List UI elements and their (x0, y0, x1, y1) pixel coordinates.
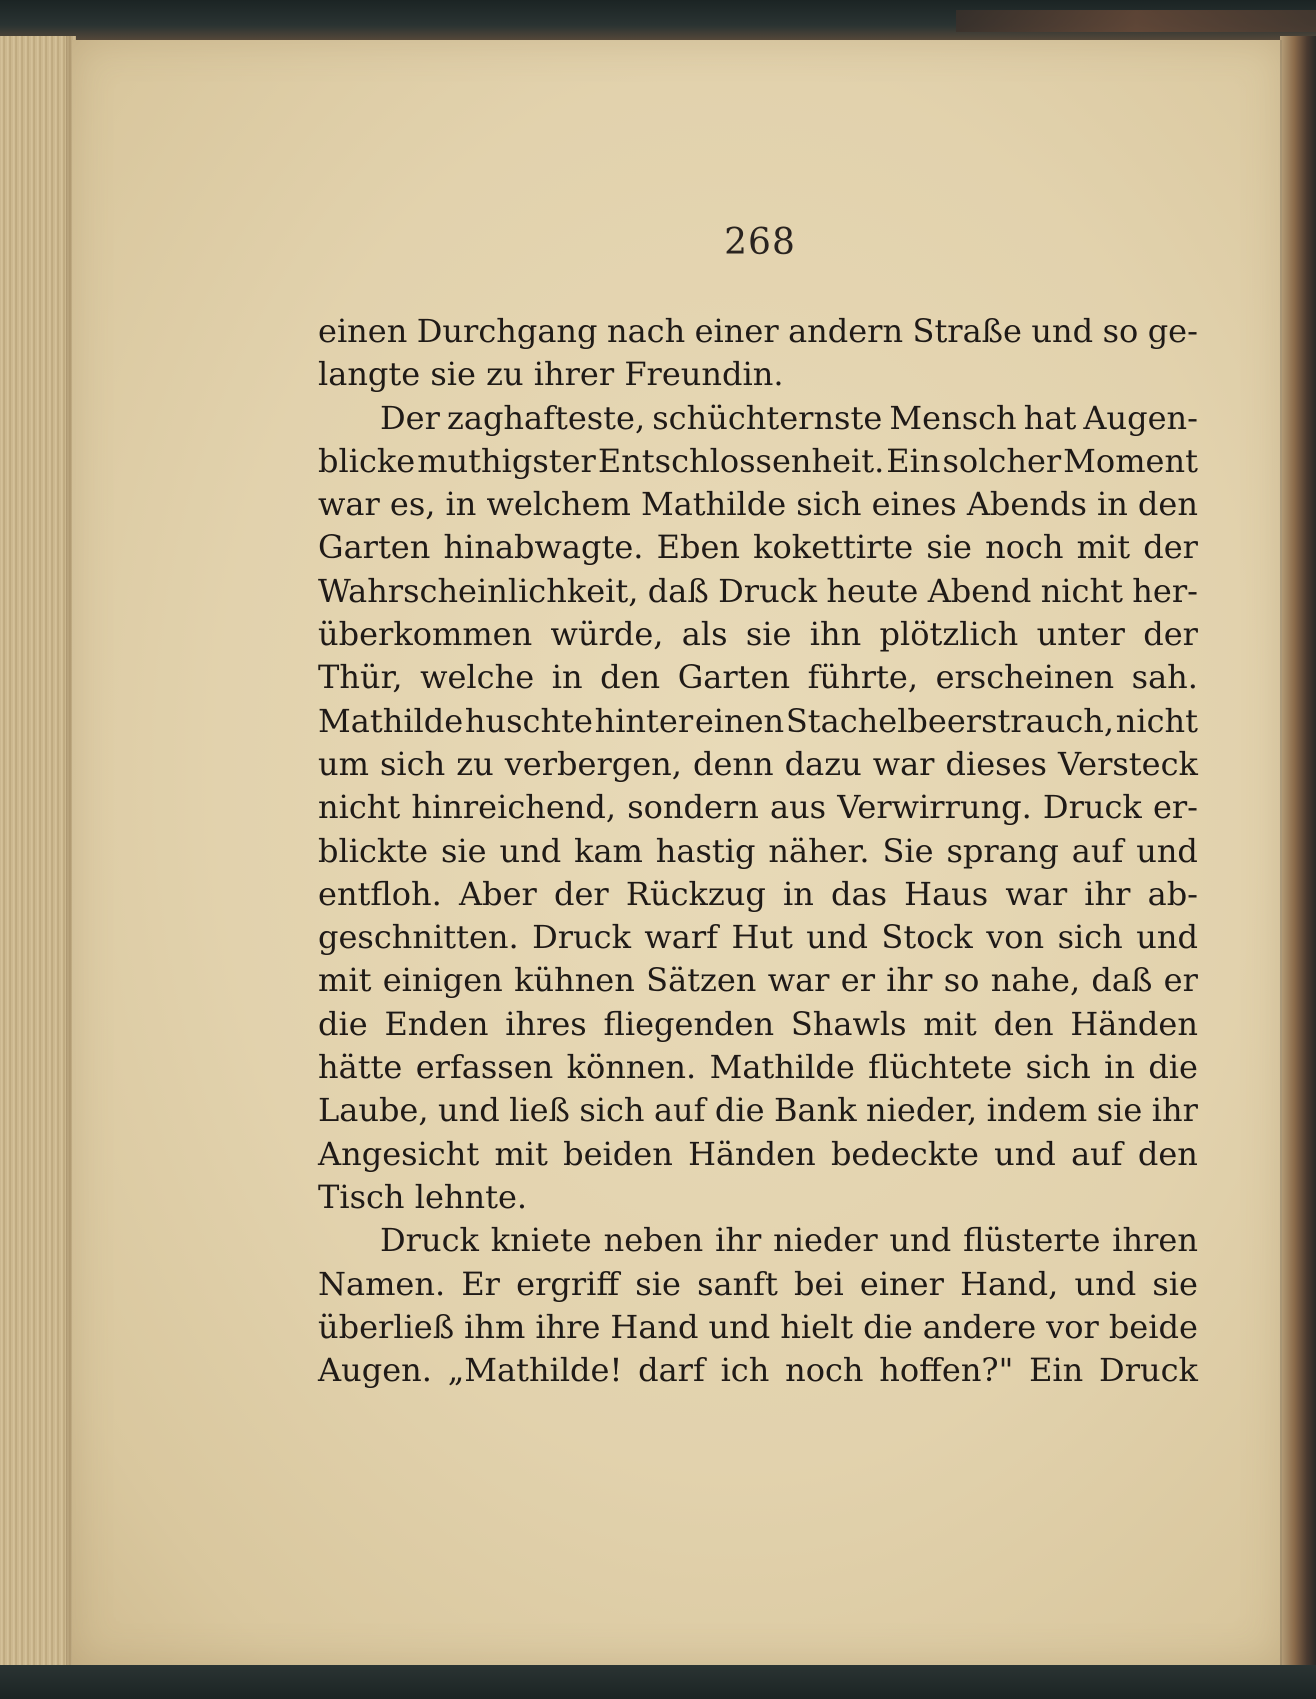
word: sondern (627, 788, 759, 827)
word: war (1005, 874, 1068, 913)
word: hinter (594, 701, 694, 740)
word: Druck (1042, 788, 1142, 827)
text-line-content: langte sie zu ihrer Freundin. (318, 355, 784, 394)
word: huschte (464, 701, 593, 740)
word: der (1143, 528, 1198, 567)
word: die (714, 1091, 765, 1130)
word: geschnitten. (318, 918, 519, 957)
text-line (318, 743, 1198, 786)
word: und (499, 831, 562, 870)
word: sie (1152, 1264, 1198, 1303)
word: Durchgang (416, 312, 598, 350)
word: auf (653, 1091, 706, 1130)
word: erscheinen (935, 658, 1115, 697)
book-cover-edge (1280, 36, 1316, 1666)
word: schüchternste (652, 398, 883, 437)
word: fliegenden (603, 1004, 775, 1043)
word: einer (859, 1264, 944, 1303)
word: der (1143, 615, 1198, 654)
body-text (318, 310, 1198, 1392)
word: kniete (490, 1221, 592, 1260)
word: muthigster (417, 441, 596, 480)
word: daß (1091, 961, 1153, 1000)
word: ihr (1084, 874, 1131, 913)
word: den (1137, 1134, 1198, 1173)
word: als (681, 615, 728, 654)
word: Bank (774, 1091, 857, 1130)
word: in (551, 658, 583, 697)
word: Angesicht (318, 1134, 480, 1173)
text-line (318, 1306, 1198, 1349)
word: war (318, 485, 380, 524)
word: welchem (486, 485, 631, 524)
word: sie (440, 831, 487, 870)
word: Namen. (318, 1264, 446, 1303)
word: und (1031, 312, 1094, 350)
word: beiden (563, 1134, 673, 1173)
word: auf (1071, 831, 1124, 870)
word: so (943, 961, 980, 1000)
word: Händen (1070, 1004, 1198, 1043)
word: Versteck (1057, 744, 1198, 783)
word: Verwirrung. (837, 788, 1032, 827)
text-line (318, 1349, 1198, 1392)
word: um (318, 744, 369, 783)
word: hielt (780, 1307, 854, 1346)
word: blickte (318, 831, 429, 870)
word: Mathilde (318, 701, 464, 740)
word: auf (1071, 1134, 1123, 1173)
word: zu (456, 744, 494, 783)
word: sich (796, 485, 862, 524)
text-line (318, 873, 1198, 916)
word: erfassen (415, 1048, 554, 1087)
word: „Mathilde! (447, 1351, 623, 1390)
text-line (318, 570, 1198, 613)
word: sich (379, 744, 446, 783)
word: einer (694, 312, 779, 350)
word: hinreichend, (411, 788, 617, 827)
word: hinabwagte. (443, 528, 644, 567)
word: Druck (380, 1221, 479, 1260)
word: den (1137, 485, 1198, 524)
word: mit (318, 961, 372, 1000)
word: einen (318, 312, 408, 350)
word: und (1074, 1264, 1137, 1303)
word: Eben (656, 528, 740, 567)
scan-bottom-edge (0, 1665, 1316, 1699)
word: ge- (1147, 312, 1198, 350)
word: Garten (677, 658, 791, 697)
word: es, (389, 485, 436, 524)
word: Straße (912, 312, 1022, 350)
word: warf (644, 918, 719, 957)
word: her- (1132, 571, 1198, 610)
word: in (1096, 485, 1128, 524)
word: ihn (809, 615, 862, 654)
word: ihres (505, 1004, 587, 1043)
word: mit (1076, 528, 1131, 567)
word: sanft (697, 1264, 778, 1303)
word: sich (1057, 918, 1123, 957)
text-line (318, 1046, 1198, 1089)
word: Garten (318, 528, 431, 567)
word: überließ (318, 1307, 455, 1346)
word: nicht (1040, 571, 1123, 610)
word: beide (1108, 1307, 1198, 1346)
word: mit (923, 1004, 977, 1043)
word: überkommen (318, 615, 533, 654)
word: Druck (1099, 1351, 1198, 1390)
word: blicke (318, 441, 416, 480)
word: sah. (1131, 658, 1198, 697)
word: und (806, 918, 868, 957)
word: zaghafteste, (447, 398, 646, 437)
scan-top-edge (0, 0, 1316, 42)
word: flüchtete (868, 1048, 1013, 1087)
word: hoffen?" (879, 1351, 1014, 1390)
word: ihm (464, 1307, 526, 1346)
text-line (318, 786, 1198, 829)
word: Stachelbeerstrauch, (785, 701, 1115, 740)
word: und (708, 1307, 771, 1346)
word: Der (380, 398, 440, 437)
word: sie (745, 615, 792, 654)
word: ergriff (516, 1264, 620, 1303)
word: nieder (773, 1221, 878, 1260)
word: nieder, (866, 1091, 978, 1130)
word: kokettirte (753, 528, 914, 567)
text-line (318, 440, 1198, 483)
word: Abend (927, 571, 1032, 610)
word: würde, (550, 615, 664, 654)
word: aus (769, 788, 827, 827)
word: Druck (718, 571, 817, 610)
word: Ein (1029, 1351, 1084, 1390)
word: der (553, 874, 609, 913)
word: Augen. (318, 1351, 432, 1390)
word: nicht (318, 788, 401, 827)
word: darf (638, 1351, 705, 1390)
word: andern (788, 312, 904, 350)
word: Stock (881, 918, 973, 957)
page-stack-edge (0, 36, 76, 1666)
word: eines (871, 485, 957, 524)
word: Entschlossenheit. (597, 441, 885, 480)
word: hastig (655, 831, 756, 870)
word: noch (785, 1351, 864, 1390)
word: Hut (731, 918, 793, 957)
page-fold-line (1280, 40, 1282, 1665)
word: kam (574, 831, 643, 870)
word: näher. (768, 831, 870, 870)
word: in (445, 485, 477, 524)
word: Sätzen (646, 961, 757, 1000)
word: sie (635, 1264, 681, 1303)
word: Thür, (318, 658, 403, 697)
word: ihre (535, 1307, 601, 1346)
word: kühnen (514, 961, 635, 1000)
word: solcher (942, 441, 1062, 480)
text-line (318, 613, 1198, 656)
text-line (318, 656, 1198, 699)
text-line (318, 526, 1198, 569)
word: sprang (946, 831, 1059, 870)
word: Wahrscheinlichkeit, (318, 571, 639, 610)
word: Abends (966, 485, 1087, 524)
word: Aber (458, 874, 537, 913)
word: und (1136, 831, 1198, 870)
word: den (993, 1004, 1054, 1043)
text-line (318, 1219, 1198, 1262)
word: Moment (1063, 441, 1198, 480)
word: Enden (384, 1004, 489, 1043)
word: verbergen, (504, 744, 682, 783)
word: er- (1152, 788, 1198, 827)
text-line (318, 483, 1198, 526)
word: Mathilde (709, 1048, 855, 1087)
word: sich (1025, 1048, 1091, 1087)
word: Laube, (318, 1091, 429, 1130)
word: das (831, 874, 887, 913)
word: Ein (886, 441, 941, 480)
word: indem (986, 1091, 1088, 1130)
word: hat (1023, 398, 1077, 437)
text-line (318, 397, 1198, 440)
word: er (840, 961, 875, 1000)
word: andere (922, 1307, 1037, 1346)
text-line (318, 353, 1198, 396)
word: von (986, 918, 1045, 957)
word: nach (606, 312, 686, 350)
word: können. (566, 1048, 697, 1087)
word: die (318, 1004, 368, 1043)
word: sich (579, 1091, 645, 1130)
word: ihren (1112, 1221, 1198, 1260)
word: mit (494, 1134, 548, 1173)
word: war (767, 961, 830, 1000)
word: heute (826, 571, 919, 610)
word: flüsterte (963, 1221, 1101, 1260)
word: ihr (886, 961, 933, 1000)
word: Er (461, 1264, 500, 1303)
word: Hand (610, 1307, 699, 1346)
word: ich (720, 1351, 770, 1390)
text-line (318, 1089, 1198, 1132)
word: in (1104, 1048, 1135, 1087)
word: und (437, 1091, 500, 1130)
word: unter (1036, 615, 1125, 654)
text-line (318, 830, 1198, 873)
word: neben (603, 1221, 704, 1260)
page-number: 268 (724, 222, 796, 263)
word: nahe, (990, 961, 1081, 1000)
word: Mensch (889, 398, 1017, 437)
word: Rückzug (625, 874, 766, 913)
word: Haus (904, 874, 989, 913)
word: sie (926, 528, 972, 567)
text-line (318, 959, 1198, 1002)
word: ab- (1147, 874, 1198, 913)
word: ließ (509, 1091, 570, 1130)
word: daß (647, 571, 709, 610)
word: war (872, 744, 935, 783)
word: hätte (318, 1048, 403, 1087)
word: dieses (945, 744, 1047, 783)
word: entfloh. (318, 874, 442, 913)
word: Mathilde (640, 485, 787, 524)
word: Händen (688, 1134, 816, 1173)
text-line (318, 310, 1198, 353)
word: Augen- (1083, 398, 1198, 437)
text-line (318, 916, 1198, 959)
word: dazu (784, 744, 862, 783)
word: denn (692, 744, 774, 783)
word: Hand, (960, 1264, 1059, 1303)
word: bedeckte (830, 1134, 979, 1173)
word: und (889, 1221, 952, 1260)
text-line-content: Tisch lehnte. (318, 1177, 528, 1216)
word: ihr (1151, 1091, 1198, 1130)
text-line (318, 700, 1198, 743)
word: Druck (532, 918, 631, 957)
word: bei (794, 1264, 844, 1303)
text-line (318, 1263, 1198, 1306)
text-line (318, 1003, 1198, 1046)
text-line (318, 1133, 1198, 1176)
word: die (1148, 1048, 1198, 1087)
word: führte, (807, 658, 918, 697)
word: Shawls (790, 1004, 907, 1043)
word: noch (985, 528, 1064, 567)
word: er (1163, 961, 1198, 1000)
word: sie (1096, 1091, 1143, 1130)
word: den (600, 658, 661, 697)
word: vor (1046, 1307, 1099, 1346)
word: ihr (715, 1221, 762, 1260)
word: plötzlich (879, 615, 1019, 654)
word: Sie (882, 831, 934, 870)
word: so (1102, 312, 1139, 350)
word: nicht (1115, 701, 1198, 740)
word: welche (420, 658, 535, 697)
word: einen (694, 701, 785, 740)
text-line (318, 1176, 1198, 1219)
word: und (1136, 918, 1198, 957)
word: und (994, 1134, 1056, 1173)
word: einigen (382, 961, 503, 1000)
word: in (783, 874, 814, 913)
word: die (863, 1307, 913, 1346)
